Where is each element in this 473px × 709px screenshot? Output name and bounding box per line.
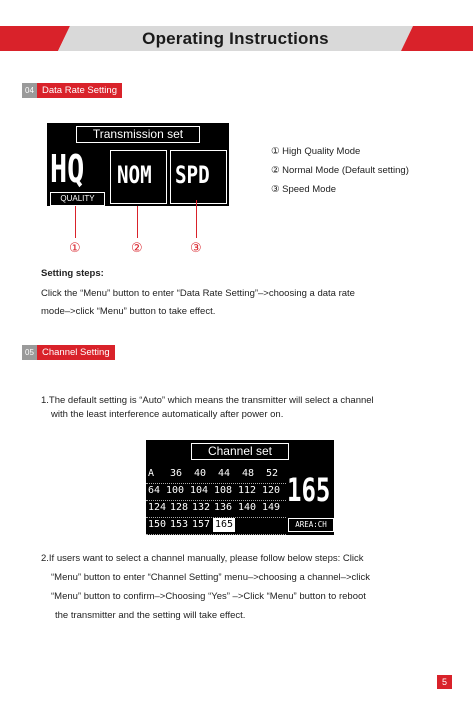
- channel-cell: A: [148, 468, 155, 479]
- pointer-line-3: [196, 200, 197, 238]
- channel-cell: 149: [262, 502, 281, 513]
- channel-cell: 40: [194, 468, 207, 479]
- steps-heading: Setting steps:: [41, 268, 104, 279]
- paragraph-2-line-1: 2.If users want to select a channel manually, please follow below steps: Click: [41, 553, 364, 564]
- page-title: Operating Instructions: [142, 29, 329, 48]
- channel-cell: 64: [148, 485, 161, 496]
- channel-grid: [146, 467, 286, 535]
- paragraph-2-line-3: “Menu” button to confirm–>Choosing “Yes” –>Click “Menu” button to reboot: [51, 591, 366, 602]
- channel-cell: 124: [148, 502, 167, 513]
- channel-row: [146, 484, 286, 501]
- channel-cell: 36: [170, 468, 183, 479]
- channel-row: [146, 501, 286, 518]
- display-title: Transmission set: [76, 126, 200, 143]
- channel-cell: 150: [148, 519, 167, 530]
- mode-high-quality: ① High Quality Mode: [271, 146, 361, 157]
- channel-cell: 140: [238, 502, 257, 513]
- section-title-channel: Channel Setting: [37, 345, 115, 360]
- channel-cell-selected: 165: [215, 519, 234, 530]
- paragraph-2-line-4: the transmitter and the setting will take effect.: [55, 610, 246, 621]
- channel-row: [146, 467, 286, 484]
- paragraph-1-line-1: 1.The default setting is “Auto” which means the transmitter will select a channel: [41, 395, 374, 406]
- channel-set-display: [146, 440, 334, 535]
- channel-cell: 128: [170, 502, 189, 513]
- nom-segment: NOM: [117, 161, 152, 189]
- channel-cell: 153: [170, 519, 189, 530]
- channel-cell: 136: [214, 502, 233, 513]
- mode-normal: ② Normal Mode (Default setting): [271, 165, 409, 176]
- current-channel-number: 165: [287, 471, 331, 509]
- marker-1: ①: [69, 240, 81, 255]
- area-label: AREA:CH: [288, 518, 334, 532]
- channel-cell: 104: [190, 485, 209, 496]
- section-number-05: 05: [22, 345, 37, 360]
- steps-text-line-2: mode–>click “Menu” button to take effect.: [41, 306, 216, 317]
- channel-cell: 48: [242, 468, 255, 479]
- channel-cell: 52: [266, 468, 279, 479]
- steps-text-line-1: Click the “Menu” button to enter “Data Rate Setting”–>choosing a data rate: [41, 288, 355, 299]
- marker-2: ②: [131, 240, 143, 255]
- channel-cell: 100: [166, 485, 185, 496]
- spd-segment: SPD: [175, 161, 210, 189]
- paragraph-2-line-2: “Menu” button to enter “Channel Setting” menu–>choosing a channel–>click: [51, 572, 370, 583]
- channel-cell: 120: [262, 485, 281, 496]
- marker-3: ③: [190, 240, 202, 255]
- page-number: 5: [437, 675, 452, 689]
- channel-cell: 157: [192, 519, 211, 530]
- transmission-set-display: [47, 123, 229, 206]
- channel-cell: 108: [214, 485, 233, 496]
- channel-row: [146, 518, 286, 535]
- pointer-line-2: [137, 206, 138, 238]
- section-title-data-rate: Data Rate Setting: [37, 83, 122, 98]
- hq-segment: HQ: [50, 147, 85, 191]
- mode-speed: ③ Speed Mode: [271, 184, 337, 195]
- channel-cell: 44: [218, 468, 231, 479]
- channel-cell: 132: [192, 502, 211, 513]
- channel-cell: 112: [238, 485, 257, 496]
- quality-label: QUALITY: [50, 192, 105, 206]
- pointer-line-1: [75, 206, 76, 238]
- display-title: Channel set: [191, 443, 289, 460]
- section-number-04: 04: [22, 83, 37, 98]
- paragraph-1-line-2: with the least interference automatically after power on.: [51, 409, 284, 420]
